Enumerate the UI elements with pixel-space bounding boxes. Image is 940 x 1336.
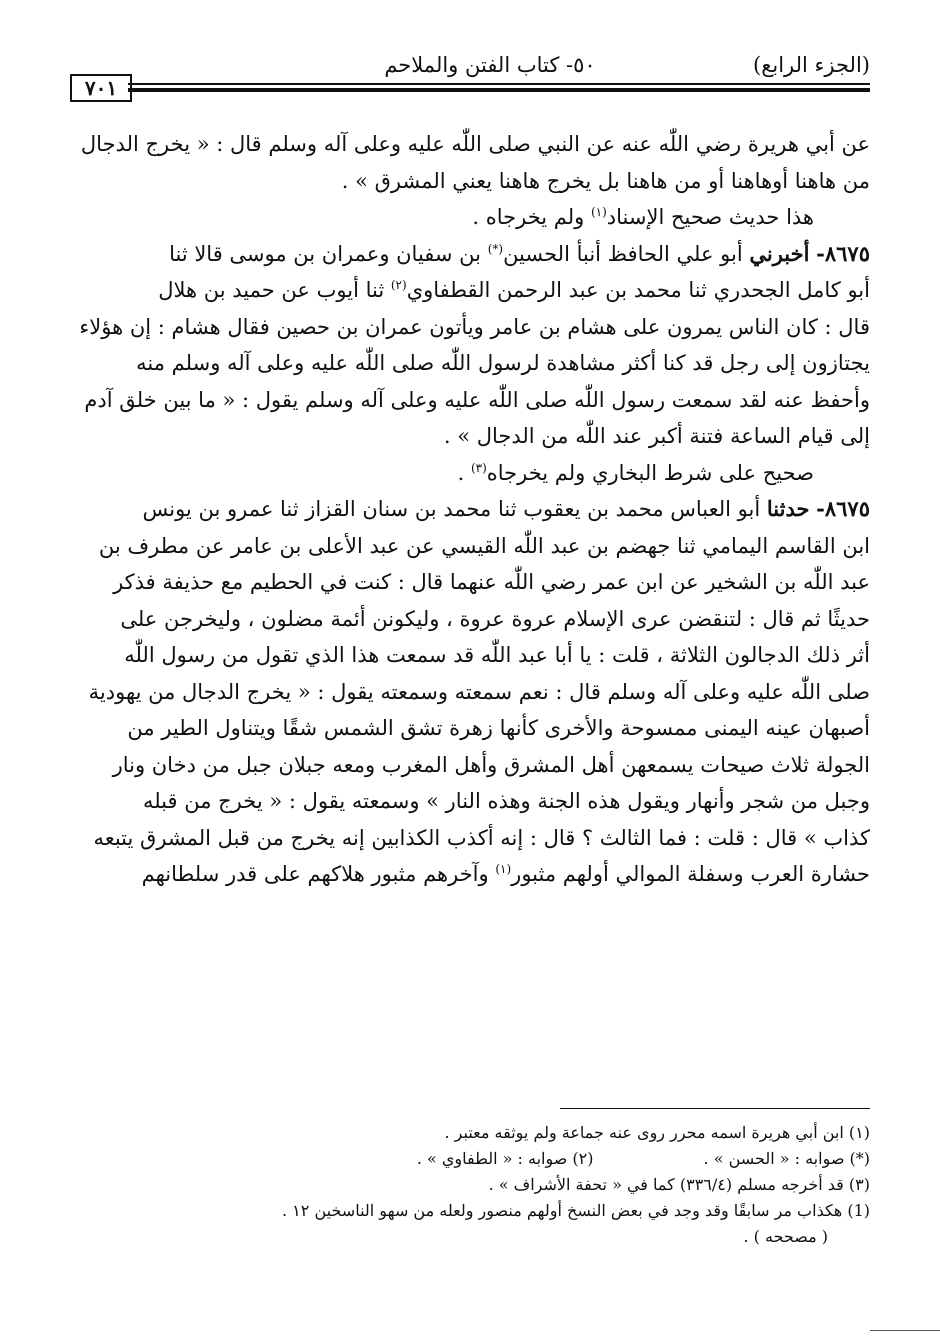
footnote-separator xyxy=(560,1108,870,1109)
text-line: الجولة ثلاث صيحات يسمعهن أهل المشرق وأهل المغرب ومعه جبلان جبل من دخان ونار xyxy=(112,752,870,777)
header-rule-thick xyxy=(128,88,870,92)
hadith-heading-line xyxy=(68,236,870,273)
text-line: أثر ذلك الدجالون الثلاثة ، قلت : يا أبا عبد اللّٰه قد سمعت هذا الذي تقول من رسول اللّٰه xyxy=(124,643,870,667)
page-edge-mark xyxy=(870,1330,940,1331)
text-line: وأحفظ عنه لقد سمعت رسول اللّٰه صلى اللّٰه عليه وعلى آله وسلم يقول : « ما بين خلق آدم xyxy=(84,387,870,412)
verdict-tail: ولم يخرجاه . xyxy=(472,205,591,229)
header-rule xyxy=(128,83,870,85)
text-segment: ثنا أيوب عن حميد بن هلال xyxy=(158,278,391,302)
running-header xyxy=(70,50,870,80)
text-line: ابن القاسم اليمامي ثنا جهضم بن عبد اللّٰه القيسي عن عبد الأعلى بن عامر عن مطرف بن xyxy=(98,533,870,558)
footnotes xyxy=(68,1120,870,1250)
text-line: إلى قيام الساعة فتنة أكبر عند اللّٰه من الدجال » . xyxy=(443,424,870,448)
footnote: (٣) قد أخرجه مسلم (٣٣٦/٤) كما في « تحفة الأشراف » . xyxy=(488,1175,870,1194)
text-line: يجتازون إلى رجل قد كنا أكثر مشاهدة لرسول اللّٰه صلى اللّٰه عليه وعلى آله وسلم منه xyxy=(136,351,870,375)
volume-label: (الجزء الرابع) xyxy=(753,53,870,77)
text-segment: وآخرهم مثبور هلاكهم على قدر سلطانهم xyxy=(141,862,496,886)
footnote: (1) هكذاب مر سابقًا وقد وجد في بعض النسخ أولهم منصور ولعله من سهو الناسخين ١٢ . xyxy=(282,1201,870,1220)
text-line: صلى اللّٰه عليه وعلى آله وسلم قال : نعم سمعته وسمعته يقول : « يخرج الدجال من يهودية xyxy=(88,679,870,704)
hadith-number: ٨٦٧٥- xyxy=(816,496,870,521)
text-segment: أبو العباس محمد بن يعقوب ثنا محمد بن سنان القزاز ثنا عمرو بن يونس xyxy=(142,497,767,521)
text-line: حديثًا ثم قال : لتنقضن عرى الإسلام عروة عروة ، وليكونن أئمة مضلون ، وليخرجن على xyxy=(120,606,870,631)
footnote: (١) ابن أبي هريرة اسمه محرر روى عنه جماعة ولم يوثقه معتبر . xyxy=(444,1123,870,1142)
verdict-text: هذا حديث صحيح الإسناد xyxy=(606,205,814,229)
footnote-continuation: ( مصححه ) . xyxy=(743,1227,828,1246)
text-segment: أبو كامل الجحدري ثنا محمد بن عبد الرحمن القطفاوي xyxy=(406,278,870,302)
text-line: أصبهان عينه اليمنى ممسوحة والأخرى كأنها زهرة تشق الشمس شقًا ويتناول الطير من xyxy=(127,716,870,740)
footnote: (*) صوابه : « الحسن » . xyxy=(703,1149,870,1168)
hadith-number: ٨٦٧٥- xyxy=(816,240,870,266)
verdict-text: صحيح على شرط البخاري ولم يخرجاه xyxy=(486,460,814,485)
verdict-line xyxy=(68,199,870,236)
footnote: (٢) صوابه : « الطفاوي » . xyxy=(416,1149,594,1168)
footnote-ref: (*) xyxy=(487,241,504,256)
text-line: وجبل من شجر وأنهار ويقول هذه الجنة وهذه النار » وسمعته يقول : « يخرج من قبله xyxy=(142,789,870,813)
text-line: كذاب » قال : قلت : فما الثالث ؟ قال : إنه أكذب الكذابين إنه يخرج من قبل المشرق يتبعه xyxy=(93,825,870,850)
footnote-ref: (٢) xyxy=(390,278,407,292)
text-line xyxy=(68,856,870,893)
text-line: قال : كان الناس يمرون على هشام بن عامر ويأتون عمران بن حصين فقال هشام : إن هؤلاء xyxy=(79,314,870,339)
hadith-heading-line xyxy=(68,491,870,528)
hadith-lead-word: حدثنا xyxy=(766,496,810,521)
footnote-ref: (١) xyxy=(590,205,607,219)
footnote-pair xyxy=(68,1146,870,1172)
text-segment: أبو علي الحافظ أنبأ الحسين xyxy=(503,241,750,266)
text-line: من هاهنا أوهاهنا أو من هاهنا بل يخرج هاهنا يعني المشرق » . xyxy=(341,168,870,193)
verdict-tail: . xyxy=(457,460,471,485)
footnote-ref: (٣) xyxy=(470,460,487,475)
main-text xyxy=(68,126,870,893)
text-line: عن أبي هريرة رضي اللّٰه عنه عن النبي صلى اللّٰه عليه وعلى آله وسلم قال : « يخرج الدجال xyxy=(80,132,870,156)
verdict-line xyxy=(68,455,870,492)
text-line xyxy=(68,272,870,309)
text-line: عبد اللّٰه بن الشخير عن ابن عمر رضي اللّٰه عنهما قال : كنت في الحطيم مع حذيفة فذكر xyxy=(113,570,870,594)
text-segment: بن سفيان وعمران بن موسى قالا ثنا xyxy=(169,241,488,266)
chapter-title: ٥٠- كتاب الفتن والملاحم xyxy=(384,53,596,77)
footnote-ref: (١) xyxy=(495,862,512,876)
page-number: ٧٠١ xyxy=(70,74,132,102)
text-segment: حشارة العرب وسفلة الموالي أولهم مثبور xyxy=(511,862,870,886)
hadith-lead-word: أخبرني xyxy=(749,240,810,266)
